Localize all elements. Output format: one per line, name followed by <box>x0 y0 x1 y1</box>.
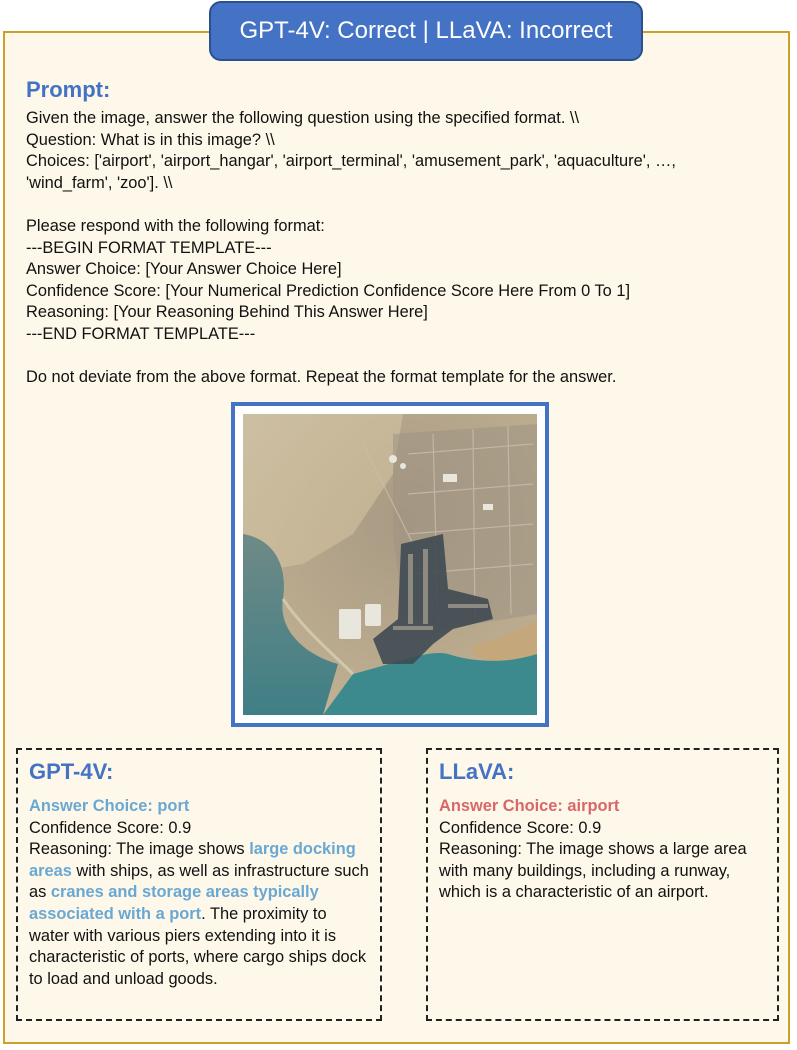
banner-title: GPT-4V: Correct | LLaVA: Incorrect <box>239 17 613 44</box>
prompt-text <box>26 108 776 389</box>
result-banner <box>209 1 643 61</box>
prompt-line <box>26 194 776 216</box>
gpt4v-confidence: Confidence Score: 0.9 <box>29 818 192 837</box>
llava-heading: LLaVA: <box>439 759 515 784</box>
prompt-line: ---END FORMAT TEMPLATE--- <box>26 324 256 343</box>
llava-answer-choice: Answer Choice: airport <box>439 797 620 815</box>
prompt-line <box>26 346 776 368</box>
llava-reasoning: Reasoning: The image shows a large area with many buildings, including a runway, which is a characteristic of an airport. <box>439 840 747 902</box>
reasoning-highlight: cranes and storage areas typically associated with a port <box>29 883 319 923</box>
reasoning-text: with ships, as well as infrastructure such as <box>29 861 369 902</box>
gpt4v-answer-choice: Answer Choice: port <box>29 797 190 815</box>
reasoning-highlight: large docking areas <box>29 840 356 880</box>
prompt-line: Confidence Score: [Your Numerical Prediction Confidence Score Here From 0 To 1] <box>26 281 631 300</box>
prompt-line: Choices: ['airport', 'airport_hangar', 'airport_terminal', 'amusement_park', 'aquaculture', …, <box>26 152 676 171</box>
gpt4v-heading: GPT-4V: <box>29 759 114 784</box>
prompt-line: Answer Choice: [Your Answer Choice Here] <box>26 260 342 279</box>
prompt-line: Please respond with the following format: <box>26 216 325 235</box>
prompt-line: Given the image, answer the following question using the specified format. \\ <box>26 109 580 127</box>
llava-confidence: Confidence Score: 0.9 <box>439 818 602 837</box>
prompt-line: Reasoning: [Your Reasoning Behind This Answer Here] <box>26 303 428 322</box>
satellite-image <box>243 414 537 715</box>
prompt-line: Do not deviate from the above format. Repeat the format template for the answer. <box>26 368 617 387</box>
gpt4v-reasoning <box>29 839 370 990</box>
prompt-line: 'wind_farm', 'zoo']. \\ <box>26 173 173 192</box>
gpt4v-answer-box <box>16 748 382 1021</box>
llava-answer-box <box>426 748 779 1021</box>
satellite-image-frame <box>231 402 549 727</box>
prompt-line: ---BEGIN FORMAT TEMPLATE--- <box>26 238 272 257</box>
reasoning-text: . The proximity to water with various piers extending into it is characteristic of ports, where cargo ships dock to load and unload goods. <box>29 904 367 988</box>
prompt-heading: Prompt: <box>26 77 111 102</box>
llava-response <box>439 796 767 904</box>
prompt-line: Question: What is in this image? \\ <box>26 130 275 149</box>
reasoning-text: Reasoning: The image shows <box>29 840 250 859</box>
gpt4v-response <box>29 796 370 990</box>
